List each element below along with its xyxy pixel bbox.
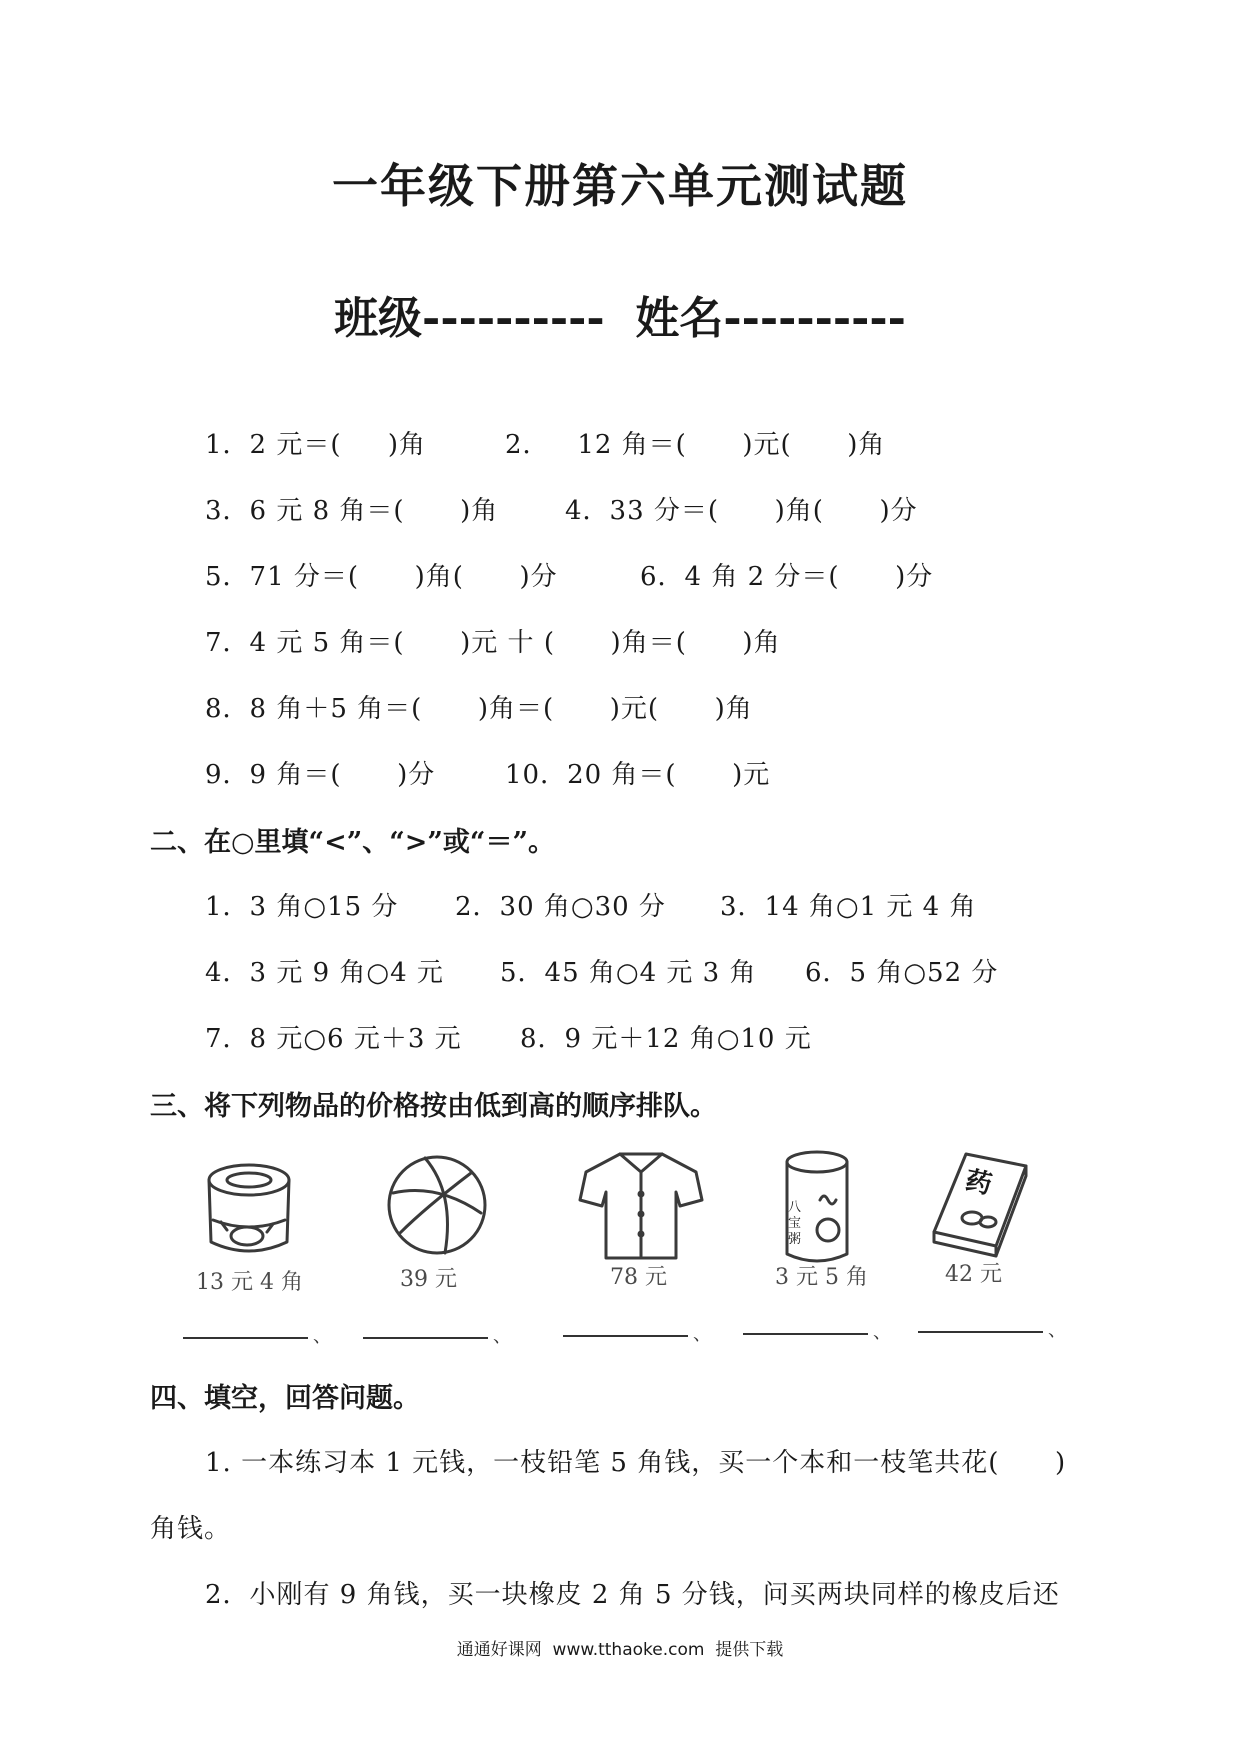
s1-q2: 2． 12 角＝( )元( )角 [505, 430, 886, 460]
answer-blank-5[interactable] [918, 1331, 1043, 1333]
answer-blank-2[interactable] [363, 1337, 488, 1339]
separator-5: 、 [1048, 1320, 1066, 1341]
section3-heading: 三、将下列物品的价格按由低到高的顺序排队。 [150, 1091, 717, 1122]
answer-blank-4[interactable] [743, 1333, 868, 1335]
separator-1: 、 [313, 1326, 331, 1347]
s1-q4: 4．33 分＝( )角( )分 [565, 496, 918, 526]
s2-q6: 6．5 角○52 分 [805, 958, 999, 988]
s1-q1: 1．2 元＝( )角 [205, 430, 426, 460]
s1-q8: 8．8 角＋5 角＝( )角＝( )元( )角 [205, 694, 753, 724]
separator-3: 、 [693, 1324, 711, 1345]
s2-q3: 3．14 角○1 元 4 角 [720, 892, 977, 922]
page-title: 一年级下册第六单元测试题 [332, 159, 908, 213]
footer-credit: 通通好课网 www.tthaoke.com 提供下载 [456, 1640, 784, 1660]
class-name-line: 班级---------- 姓名---------- [334, 293, 906, 344]
s1-q7: 7．4 元 5 角＝( )元 十 ( )角＝( )角 [205, 628, 781, 658]
can-price: 13 元 4 角 [196, 1270, 303, 1295]
medicine-box-label: 药 [962, 1165, 995, 1201]
s1-q5: 5．71 分＝( )角( )分 [205, 562, 558, 592]
s2-q2: 2．30 角○30 分 [455, 892, 666, 922]
section4-heading: 四、填空，回答问题。 [150, 1383, 420, 1414]
s2-q7: 7．8 元○6 元＋3 元 [205, 1024, 462, 1054]
medicine-box-price: 42 元 [945, 1262, 1002, 1287]
s1-q9: 9．9 角＝( )分 [205, 760, 436, 790]
s1-q10: 10．20 角＝( )元 [505, 760, 771, 790]
s4-q1-line2: 角钱。 [150, 1514, 232, 1544]
basketball-icon [385, 1153, 489, 1257]
s2-q5: 5．45 角○4 元 3 角 [500, 958, 757, 988]
separator-4: 、 [873, 1322, 891, 1343]
shirt-icon [578, 1148, 704, 1262]
tin-label: 八宝粥 [788, 1200, 802, 1247]
separator-2: 、 [493, 1326, 511, 1347]
s4-q2-line1: 2．小刚有 9 角钱，买一块橡皮 2 角 5 分钱，问买两块同样的橡皮后还 [205, 1580, 1060, 1610]
s2-q1: 1．3 角○15 分 [205, 892, 399, 922]
s1-q6: 6．4 角 2 分＝( )分 [640, 562, 934, 592]
s2-q8: 8．9 元＋12 角○10 元 [520, 1024, 812, 1054]
shirt-price: 78 元 [610, 1265, 667, 1290]
s1-q3: 3．6 元 8 角＝( )角 [205, 496, 499, 526]
s2-q4: 4．3 元 9 角○4 元 [205, 958, 444, 988]
answer-blank-3[interactable] [563, 1335, 688, 1337]
can-icon [205, 1160, 295, 1260]
answer-blank-1[interactable] [183, 1337, 308, 1339]
basketball-price: 39 元 [400, 1267, 457, 1292]
section2-heading: 二、在○里填“<”、“>”或“＝”。 [150, 827, 555, 858]
tin-price: 3 元 5 角 [775, 1265, 868, 1290]
s4-q1-line1: 1. 一本练习本 1 元钱，一枝铅笔 5 角钱，买一个本和一枝笔共花( ) [205, 1448, 1067, 1478]
